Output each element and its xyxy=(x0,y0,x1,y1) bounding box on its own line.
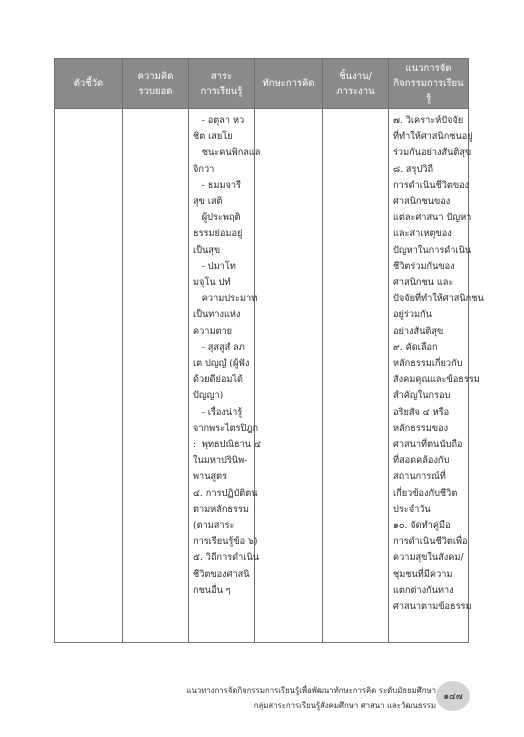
activity-line: สังคมคุณและข้อธรรม xyxy=(393,374,480,386)
activity-line: ประจำวัน xyxy=(393,503,431,515)
activity-line: ชีวิตร่วมกันของ xyxy=(393,260,455,272)
activity-line: ที่ทำให้ศาสนิกชนอยู่ xyxy=(393,131,473,143)
activity-line: ปัญหาในการดำเนิน xyxy=(393,244,472,256)
activity-line: หลักธรรมเกี่ยวกับ xyxy=(393,358,463,370)
content-line: เป็นทางแห่ง xyxy=(193,309,241,321)
header-workpiece-line2: ภาระงาน xyxy=(336,85,375,97)
content-line: ในมหาปรินิพ- xyxy=(193,455,248,467)
content-line: ผู้ประพฤติ xyxy=(193,212,241,224)
content-line: (ตามสาระ xyxy=(193,520,235,532)
activity-line: หลักธรรมของ xyxy=(393,422,449,434)
content-line: สุข เสติ xyxy=(193,196,223,208)
content-line: การเรียนรู้ข้อ ๖) xyxy=(193,536,258,548)
header-concept-line1: ความคิด xyxy=(137,70,174,82)
content-line: : พุทธปณิธาน ๔ xyxy=(193,439,261,451)
activity-line: การดำเนินชีวิตเพื่อ xyxy=(393,536,468,548)
activity-line: ศาสนิกชน และ xyxy=(393,277,454,289)
table-row xyxy=(55,109,469,643)
content-line: จากพระไตรปิฎก xyxy=(193,422,259,434)
content-line: - สุสสูสํ ลภ xyxy=(193,341,245,353)
content-line: เป็นสุข xyxy=(193,244,221,256)
curriculum-table xyxy=(54,58,484,643)
header-thinking-skills-text: ทักษะการคิด xyxy=(262,78,315,89)
activity-line: การดำเนินชีวิตของ xyxy=(393,179,470,191)
activity-line: ศาสนาที่ตนนับถือ xyxy=(393,439,463,451)
activity-line: เกี่ยวข้องกับชีวิต xyxy=(393,487,458,499)
content-line: - ปมาโท xyxy=(193,260,236,272)
activity-line: อยู่ร่วมกัน xyxy=(393,309,432,321)
activity-line: อย่างสันติสุข xyxy=(393,325,444,337)
header-content-line1: สาระ xyxy=(210,70,233,82)
activity-line: ๑๐. จัดทำคู่มือ xyxy=(393,520,451,532)
cell-thinking-skills xyxy=(255,109,323,643)
content-line: ๔. การปฏิบัติตน xyxy=(193,487,258,499)
content-line: ปัญญา) xyxy=(193,390,224,402)
content-line: ๕. วิถีการดำเนิน xyxy=(193,552,259,564)
activity-line: อริยสัจ ๔ หรือ xyxy=(393,406,450,418)
content-line: พานสูตร xyxy=(193,471,228,483)
header-thinking-skills xyxy=(255,59,323,109)
content-line: ตามหลักธรรม xyxy=(193,503,249,515)
activity-line: ๘. สรุปวิถี xyxy=(393,163,434,175)
activities-text xyxy=(389,109,484,615)
cell-content xyxy=(189,109,261,643)
content-line: ความประมาท xyxy=(193,293,258,305)
header-workpiece-line1: ชิ้นงาน/ xyxy=(339,70,372,82)
header-content-line2: การเรียนรู้ xyxy=(200,85,243,97)
content-line: จิกว่า xyxy=(193,163,215,175)
activity-line: ศาสนิกชนของ xyxy=(393,196,451,208)
activity-line: และสาเหตุของ xyxy=(393,228,452,240)
activity-line: ศาสนาตามข้อธรรม xyxy=(393,601,472,613)
activity-line: สถานการณ์ที่ xyxy=(393,471,446,483)
activity-line: ปัจจัยที่ทำให้ศาสนิกชน xyxy=(393,293,484,305)
content-line: ชนะคนพิกลแล xyxy=(193,147,261,159)
header-activities-line1: แนวการจัด xyxy=(405,63,452,74)
cell-activities xyxy=(389,109,484,643)
header-workpiece xyxy=(323,59,389,109)
activity-line: ๙. คัดเลือก xyxy=(393,341,438,353)
content-line: - ธมมจารี xyxy=(193,179,241,191)
activity-line: ที่สอดคล้องกับ xyxy=(393,455,450,467)
content-line: ชีวิตของศาสนิ xyxy=(193,568,250,580)
activity-line: ชุมชนที่มีความ xyxy=(393,568,453,580)
page-number: ๑๔๗ xyxy=(443,692,463,702)
activity-line: ร่วมกันอย่างสันติสุข xyxy=(393,147,472,159)
table-header-row xyxy=(55,59,469,109)
cell-concept xyxy=(123,109,189,643)
header-indicator-text: ตัวชี้วัด xyxy=(73,78,104,89)
activity-line: ๗. วิเคราะห์ปัจจัย xyxy=(393,115,464,126)
cell-workpiece xyxy=(323,109,389,643)
page-number-badge xyxy=(436,681,470,711)
header-concept-line2: รวบยอด xyxy=(138,85,173,97)
content-line: - อตุลา หว xyxy=(193,115,245,126)
activity-line: สำคัญในกรอบ xyxy=(393,390,451,402)
content-line: - เรื่องน่ารู้ xyxy=(193,406,243,418)
content-text xyxy=(189,109,261,599)
activity-line: แตกต่างกันทาง xyxy=(393,584,454,596)
footer-book-title: แนวทางการจัดกิจกรรมการเรียนรู้เพื่อพัฒนาทักษะการคิด ระดับมัธยมศึกษา xyxy=(186,686,436,695)
content-line: ธรรมย่อมอยู่ xyxy=(193,228,243,240)
content-line: กชนอื่น ๆ xyxy=(193,584,231,596)
content-line: ชิต เสยโย xyxy=(193,131,233,143)
footer-subject-group: กลุ่มสาระการเรียนรู้สังคมศึกษา ศาสนา และวัฒนธรรม xyxy=(253,701,436,710)
header-indicator xyxy=(55,59,123,109)
header-activities-line2: กิจกรรมการเรียนรู้ xyxy=(393,78,464,104)
header-concept xyxy=(123,59,189,109)
content-line: เต ปญญํ (ผู้ฟัง xyxy=(193,358,250,370)
cell-indicator xyxy=(55,109,123,643)
activity-line: แต่ละศาสนา ปัญหา xyxy=(393,212,472,224)
activity-line: ความสุขในสังคม/ xyxy=(393,552,464,564)
content-line: ด้วยดีย่อมได้ xyxy=(193,374,244,386)
header-content xyxy=(189,59,255,109)
content-line: มจุโน ปทํ xyxy=(193,277,231,289)
content-line: ความตาย xyxy=(193,325,233,337)
header-activities xyxy=(389,59,469,109)
